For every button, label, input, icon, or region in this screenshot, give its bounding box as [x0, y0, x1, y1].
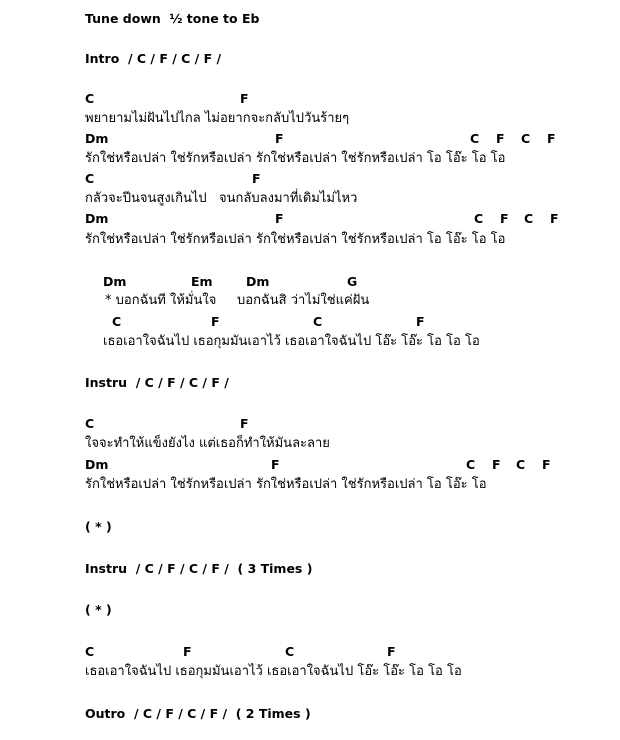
tuning-note: Tune down ½ tone to Eb [85, 11, 260, 26]
chord-label: C [313, 314, 323, 329]
chord-label: C [85, 644, 95, 659]
chord-label: G [347, 274, 358, 289]
chord-label: C [85, 416, 95, 431]
instru-line: Instru / C / F / C / F / [85, 375, 229, 390]
chord-label: C [285, 644, 295, 659]
chord-label: Dm [85, 211, 109, 226]
chord-label: F [271, 457, 280, 472]
chord-label: F [496, 131, 505, 146]
chord-label: Dm [85, 131, 109, 146]
chord-label: C [85, 171, 95, 186]
chord-label: C [470, 131, 480, 146]
chord-label: F [183, 644, 192, 659]
chord-label: C [85, 91, 95, 106]
chord-label: F [547, 131, 556, 146]
chord-label: F [492, 457, 501, 472]
lyric-line: * บอกฉันที ให้มั่นใจ บอกฉันสิ ว่าไม่ใช่แค่ฝัน [105, 293, 370, 308]
chord-label: Dm [103, 274, 127, 289]
lyric-line: เธอเอาใจฉันไป เธอกุมมันเอาไว้ เธอเอาใจฉันไป โอ๊ะ โอ๊ะ โอ โอ โอ [85, 664, 462, 679]
chord-label: F [211, 314, 220, 329]
chord-label: F [550, 211, 559, 226]
chord-label: F [500, 211, 509, 226]
chord-label: C [112, 314, 122, 329]
chord-label: F [275, 211, 284, 226]
chord-label: F [240, 416, 249, 431]
instru-line: Instru / C / F / C / F / ( 3 Times ) [85, 561, 313, 576]
chord-label: F [252, 171, 261, 186]
chord-label: F [240, 91, 249, 106]
chord-label: C [524, 211, 534, 226]
outro-line: Outro / C / F / C / F / ( 2 Times ) [85, 706, 311, 721]
chord-label: Em [191, 274, 213, 289]
lyric-line: รักใช่หรือเปล่า ใช่รักหรือเปล่า รักใช่หรือเปล่า ใช่รักหรือเปล่า โอ โอ๊ะ โอ [85, 477, 487, 492]
lyric-line: ใจจะทำให้แข็งยังไง แต่เธอก็ทำให้มันละลาย [85, 436, 330, 451]
chord-label: C [521, 131, 531, 146]
chord-label: Dm [85, 457, 109, 472]
chord-label: F [275, 131, 284, 146]
chord-label: F [387, 644, 396, 659]
chord-label: F [542, 457, 551, 472]
lyric-line: รักใช่หรือเปล่า ใช่รักหรือเปล่า รักใช่หรือเปล่า ใช่รักหรือเปล่า โอ โอ๊ะ โอ โอ [85, 151, 506, 166]
intro-line: Intro / C / F / C / F / [85, 51, 222, 66]
chord-label: C [516, 457, 526, 472]
chord-label: C [474, 211, 484, 226]
lyric-line: รักใช่หรือเปล่า ใช่รักหรือเปล่า รักใช่หรือเปล่า ใช่รักหรือเปล่า โอ โอ๊ะ โอ โอ [85, 232, 506, 247]
lyric-line: พยายามไม่ฝันไปไกล ไม่อยากจะกลับไปวันร้ายๆ [85, 111, 350, 126]
lyric-line: เธอเอาใจฉันไป เธอกุมมันเอาไว้ เธอเอาใจฉันไป โอ๊ะ โอ๊ะ โอ โอ โอ [103, 334, 480, 349]
repeat-marker: ( * ) [85, 519, 112, 534]
chord-label: C [466, 457, 476, 472]
lyric-line: กลัวจะปีนจนสูงเกินไป จนกลับลงมาที่เดิมไม่ไหว [85, 191, 358, 206]
repeat-marker: ( * ) [85, 602, 112, 617]
chord-label: Dm [246, 274, 270, 289]
chord-label: F [416, 314, 425, 329]
